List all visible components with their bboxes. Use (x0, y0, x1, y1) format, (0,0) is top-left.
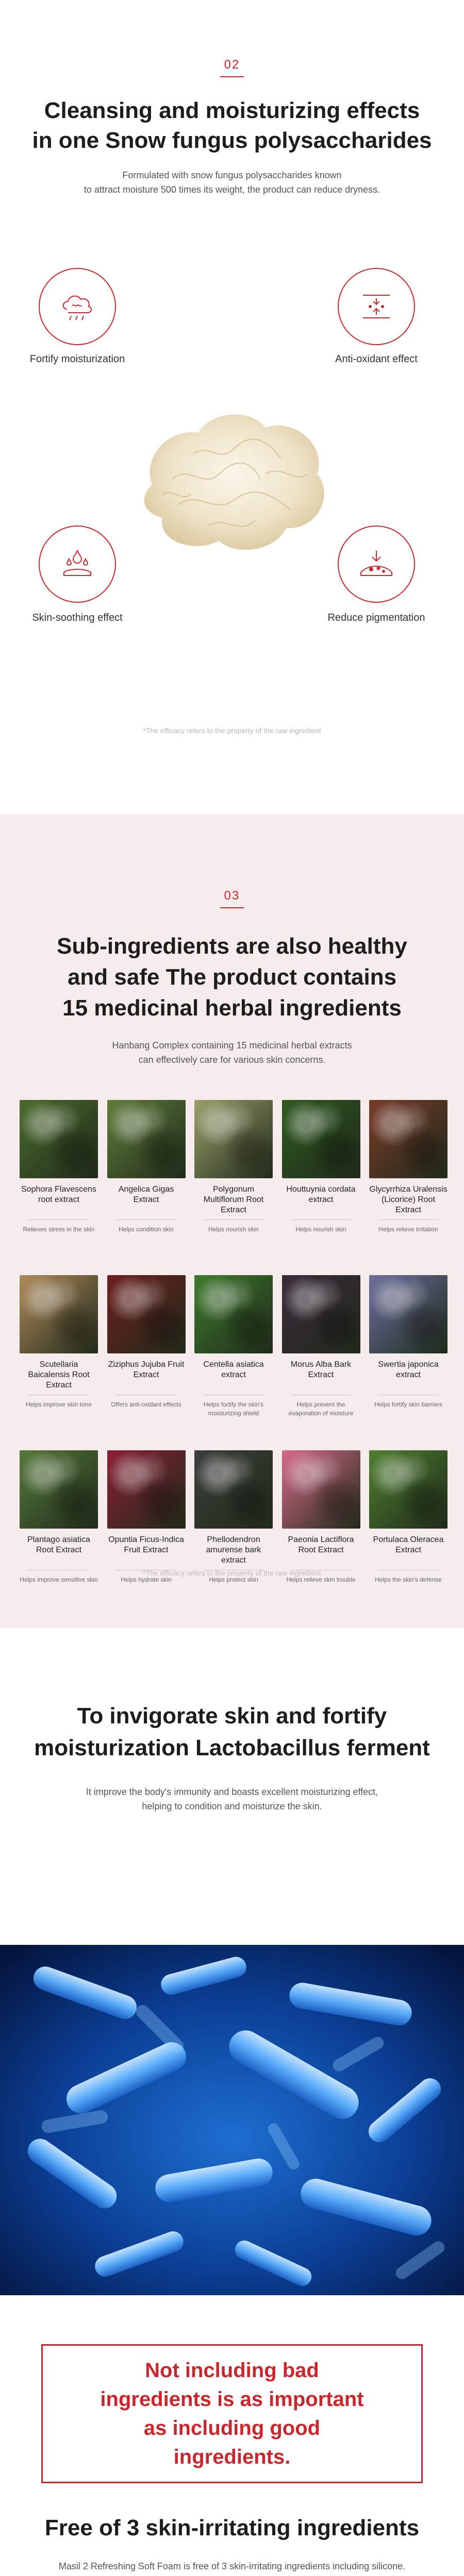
herb-item: Paeonia Lactiflora Root Extract Helps relieve skin trouble (282, 1450, 360, 1610)
lactobacillus-image (0, 1945, 464, 2295)
herb-row (20, 1275, 448, 1435)
herb-item: Swertia japonica extract Helps fortify skin barriers (369, 1275, 448, 1435)
herb-photo (282, 1275, 360, 1353)
section-title: To invigorate skin and fortify moisturization Lactobacillus ferment (34, 1703, 430, 1760)
section-herbal-ingredients (0, 814, 464, 1628)
section-number: 03 (224, 889, 240, 903)
herb-photo (20, 1100, 98, 1178)
herb-photo (107, 1450, 186, 1529)
herb-photo (107, 1100, 186, 1178)
herb-item: Glycyrrhiza Uralensis (Licorice) Root Extract Helps relieve irritation (369, 1100, 448, 1260)
section-title: Sub-ingredients are also healthy and safe The product contains 15 medicinal herbal ingredients (57, 934, 407, 1021)
herb-photo (20, 1275, 98, 1353)
section-number: 02 (224, 58, 240, 72)
moisture-cloud-icon (39, 268, 116, 345)
herb-item: Sophora Flavescens root extract Relieves stress in the skin (20, 1100, 98, 1260)
herb-item: Scutellaria Baicalensis Root Extract Helps improve skin tone (20, 1275, 98, 1435)
section-free-of-3 (0, 2359, 464, 2576)
feature-reduce-pigmentation: Reduce pigmentation (320, 526, 433, 624)
soothing-drops-icon (39, 526, 116, 603)
section-description: It improve the body's immunity and boasts excellent moisturizing effect, helping to condition and moisturize the skin. (86, 1787, 378, 1811)
herb-item: Angelica Gigas Extract Helps condition skin (107, 1100, 186, 1260)
herb-photo (107, 1275, 186, 1353)
efficacy-note: *The efficacy refers to the property of the raw ingredient (143, 726, 321, 735)
pigment-spots-icon (338, 526, 415, 603)
herb-item: Opuntia Ficus-Indica Fruit Extract Helps hydrate skin (107, 1450, 186, 1610)
herb-item: Portulaca Oleracea Extract Helps the skin's defense (369, 1450, 448, 1610)
snow-fungus-image (131, 397, 338, 562)
anti-oxidant-icon (338, 268, 415, 345)
herb-photo (194, 1450, 273, 1529)
herb-photo (369, 1450, 448, 1529)
fungus-feature-area (0, 268, 464, 732)
herb-item: Centella asiatica extract Helps fortify the skin's moisturizing shield (194, 1275, 273, 1435)
herb-item: Ziziphus Jujuba Fruit Extract Offers anti-oxidant effects (107, 1275, 186, 1435)
herb-photo (20, 1450, 98, 1529)
herb-photo (369, 1275, 448, 1353)
herb-photo (282, 1450, 360, 1529)
section-description: Hanbang Complex containing 15 medicinal herbal extracts can effectively care for various skin concerns. (112, 1040, 352, 1065)
herb-item: Morus Alba Bark Extract Helps prevent the evaporation of moisture (282, 1275, 360, 1435)
herb-row (20, 1100, 448, 1260)
herb-photo (194, 1100, 273, 1178)
highlight-box (41, 2344, 423, 2483)
herb-photo (282, 1100, 360, 1178)
section-title: Cleansing and moisturizing effects in one Snow fungus polysaccharides (32, 98, 432, 153)
herb-grid (20, 1100, 448, 1625)
section-description: Formulated with snow fungus polysaccharides known to attract moisture 500 times its weight, the product can reduce dryness. (84, 170, 380, 195)
section-lactobacillus (0, 1628, 464, 2424)
feature-anti-oxidant: Anti-oxidant effect (320, 268, 433, 365)
feature-fortify-moisturization: Fortify moisturization (21, 268, 134, 365)
section-number-underline (220, 907, 244, 908)
highlight-text: Not including bad ingredients is as important as including good ingredients. (100, 2359, 364, 2468)
section-number-underline (220, 76, 244, 77)
herb-photo (194, 1275, 273, 1353)
herb-photo (369, 1100, 448, 1178)
herb-item: Phellodendron amurense bark extract Helps protect skin (194, 1450, 273, 1610)
herb-item: Houttuynia cordata extract Helps nourish skin (282, 1100, 360, 1260)
section-snow-fungus (0, 0, 464, 814)
section-title: Free of 3 skin-irritating ingredients (44, 2515, 420, 2540)
herb-item: Plantago asiatica Root Extract Helps improve sensitive skin (20, 1450, 98, 1610)
efficacy-note: *The efficacy refers to the property of the raw ingredient (143, 1569, 321, 1577)
section-description: Masil 2 Refreshing Soft Foam is free of 3 skin-irritating ingredients including silicone. (58, 2561, 406, 2571)
feature-skin-soothing: Skin-soothing effect (21, 526, 134, 624)
herb-item: Polygonum Multiflorum Root Extract Helps nourish skin (194, 1100, 273, 1260)
herb-row (20, 1450, 448, 1610)
